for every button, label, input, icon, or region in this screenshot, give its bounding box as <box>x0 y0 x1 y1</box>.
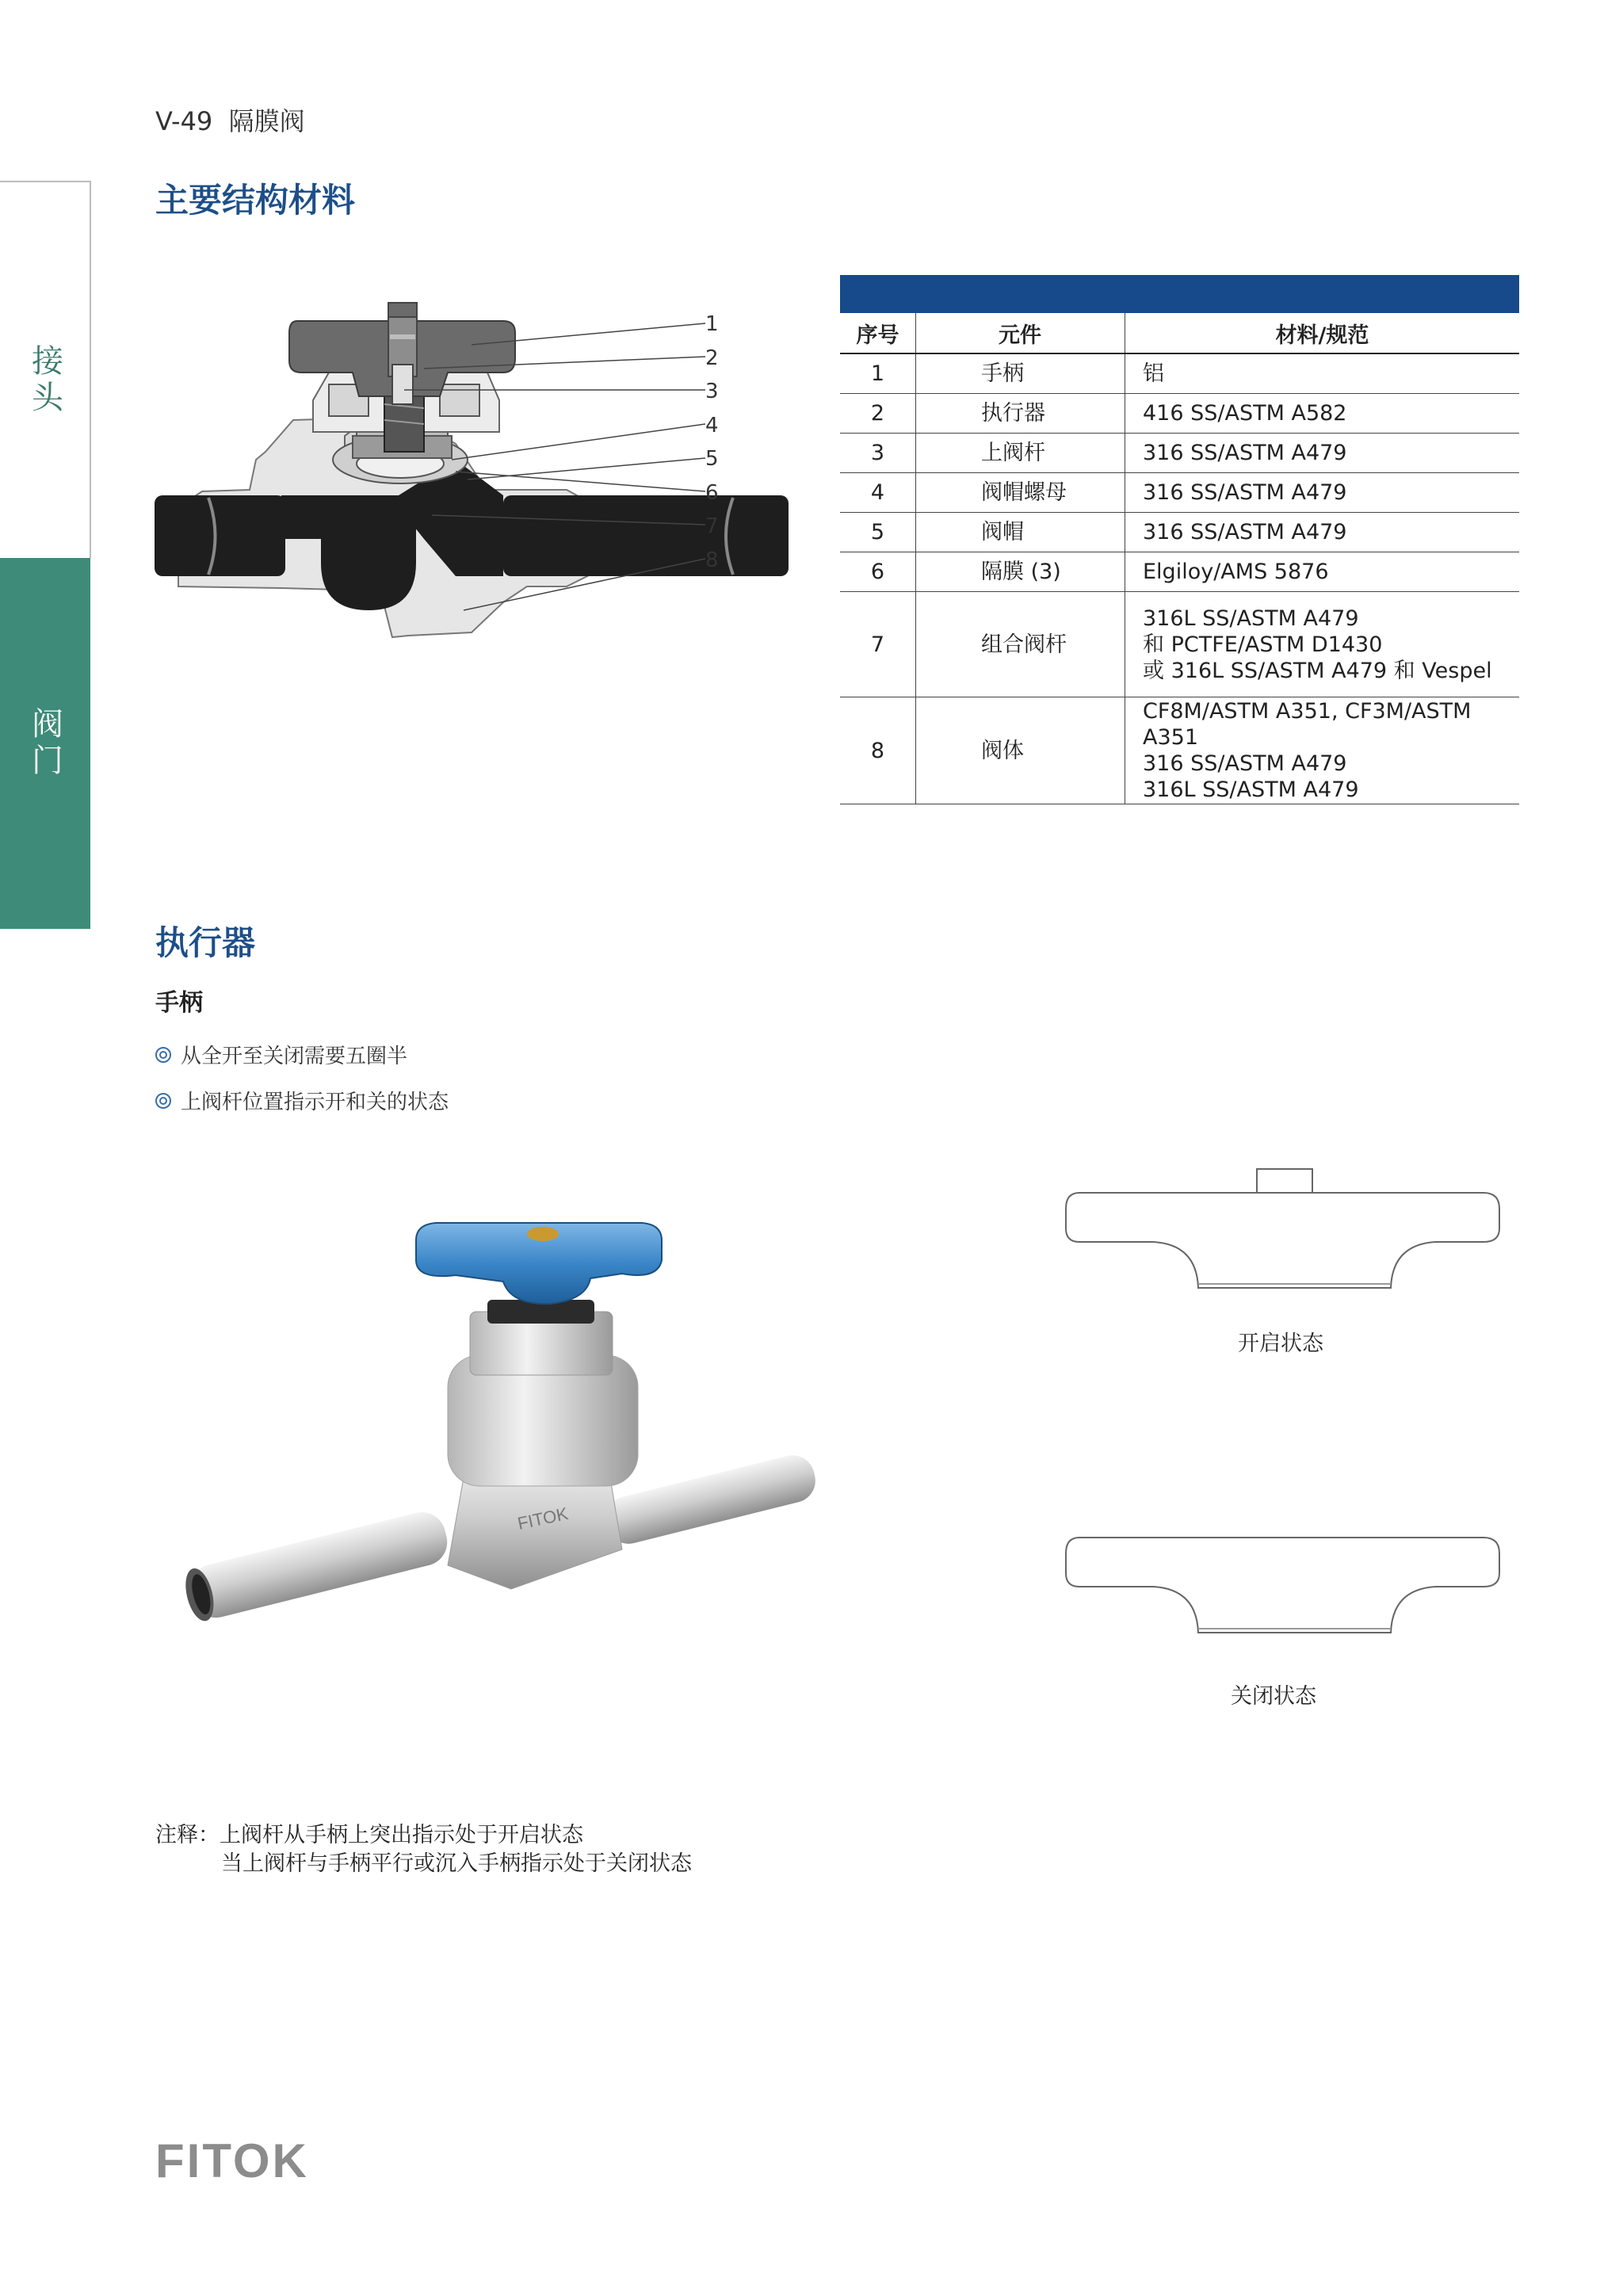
row-material: Elgiloy/AMS 5876 <box>1125 552 1520 592</box>
header-no: 序号 <box>840 313 916 353</box>
pipe-right <box>503 495 789 576</box>
row-part: 手柄 <box>916 353 1125 394</box>
materials-table <box>840 275 1519 804</box>
side-tab-fittings[interactable] <box>0 238 90 523</box>
row-part: 执行器 <box>916 394 1125 434</box>
side-tab-valves-label: 阀门 <box>26 707 63 780</box>
bullet-text: 从全开至关闭需要五圈半 <box>181 1045 408 1068</box>
row-part: 隔膜 (3) <box>916 552 1125 592</box>
callout-2: 2 <box>705 346 719 370</box>
callout-7: 7 <box>705 514 719 538</box>
row-material <box>1125 592 1520 697</box>
callout-5: 5 <box>705 447 719 471</box>
table-row <box>840 592 1519 697</box>
bullet-item <box>155 1040 407 1069</box>
material-line: CF8M/ASTM A351, CF3M/ASTM A351 <box>1143 699 1472 750</box>
table-row <box>840 513 1519 552</box>
table-row <box>840 473 1519 513</box>
page-code: V-49 <box>155 106 213 136</box>
row-no: 4 <box>840 473 916 513</box>
fitok-logo: FITOK <box>155 2134 309 2187</box>
page-header <box>155 101 305 138</box>
table-row <box>840 353 1519 394</box>
svg-text:FITOK: FITOK <box>515 1503 571 1534</box>
pipe-left <box>155 495 285 576</box>
material-line: 316L SS/ASTM A479 <box>1143 777 1359 802</box>
material-line: 316 SS/ASTM A479 <box>1143 751 1347 776</box>
side-tab-valves[interactable] <box>0 558 90 929</box>
note-line-1: 注释：上阀杆从手柄上突出指示处于开启状态 <box>155 1823 583 1847</box>
stem-protruding <box>1257 1169 1312 1193</box>
bullet-item <box>155 1086 449 1115</box>
table-header-row <box>840 313 1519 353</box>
row-no: 3 <box>840 434 916 473</box>
row-part: 阀帽螺母 <box>916 473 1125 513</box>
product-name: 隔膜阀 <box>228 106 305 136</box>
open-state-diagram <box>1064 1165 1507 1324</box>
row-part: 组合阀杆 <box>916 592 1125 697</box>
row-material: 316 SS/ASTM A479 <box>1125 473 1520 513</box>
row-material: 316 SS/ASTM A479 <box>1125 513 1520 552</box>
closed-state-label: 关闭状态 <box>1231 1684 1316 1709</box>
table-header-band <box>840 275 1519 313</box>
header-part: 元件 <box>916 313 1125 353</box>
row-no: 7 <box>840 592 916 697</box>
table-row <box>840 394 1519 434</box>
callout-8: 8 <box>705 548 719 572</box>
callout-3: 3 <box>705 380 719 403</box>
row-material: 416 SS/ASTM A582 <box>1125 394 1520 434</box>
valve-cross-section-diagram <box>155 301 789 777</box>
notes <box>155 1821 692 1878</box>
table-row <box>840 697 1519 804</box>
closed-state-diagram <box>1064 1534 1507 1660</box>
callout-6: 6 <box>705 480 719 505</box>
row-material: 铝 <box>1125 353 1520 394</box>
row-no: 2 <box>840 394 916 434</box>
table-row <box>840 434 1519 473</box>
table-row <box>840 552 1519 592</box>
subsection-title-handle: 手柄 <box>155 989 203 1017</box>
row-no: 8 <box>840 697 916 804</box>
bullet-text: 上阀杆位置指示开和关的状态 <box>181 1091 449 1114</box>
row-no: 6 <box>840 552 916 592</box>
material-line: 316L SS/ASTM A479 <box>1143 606 1359 631</box>
callout-numbers <box>705 308 729 577</box>
row-part: 阀帽 <box>916 513 1125 552</box>
row-part: 阀体 <box>916 697 1125 804</box>
section-title-materials: 主要结构材料 <box>155 181 356 220</box>
callout-1: 1 <box>705 312 719 336</box>
row-part: 上阀杆 <box>916 434 1125 473</box>
material-line: 或 316L SS/ASTM A479 和 Vespel <box>1143 658 1492 683</box>
bullet-circle-icon <box>155 1047 171 1063</box>
row-no: 5 <box>840 513 916 552</box>
row-no: 1 <box>840 353 916 394</box>
bullet-circle-icon <box>155 1093 171 1109</box>
tab-divider <box>0 181 90 182</box>
open-state-label: 开启状态 <box>1238 1331 1323 1356</box>
section-title-actuator: 执行器 <box>155 923 256 962</box>
material-line: 和 PCTFE/ASTM D1430 <box>1143 632 1383 657</box>
side-tab-fittings-label: 接头 <box>26 344 63 417</box>
note-line-2: 当上阀杆与手柄平行或沉入手柄指示处于关闭状态 <box>221 1851 692 1876</box>
row-material <box>1125 697 1520 804</box>
callout-4: 4 <box>705 413 719 437</box>
valve-product-photo <box>178 1217 852 1645</box>
row-material: 316 SS/ASTM A479 <box>1125 434 1520 473</box>
header-material: 材料/规范 <box>1125 313 1520 353</box>
